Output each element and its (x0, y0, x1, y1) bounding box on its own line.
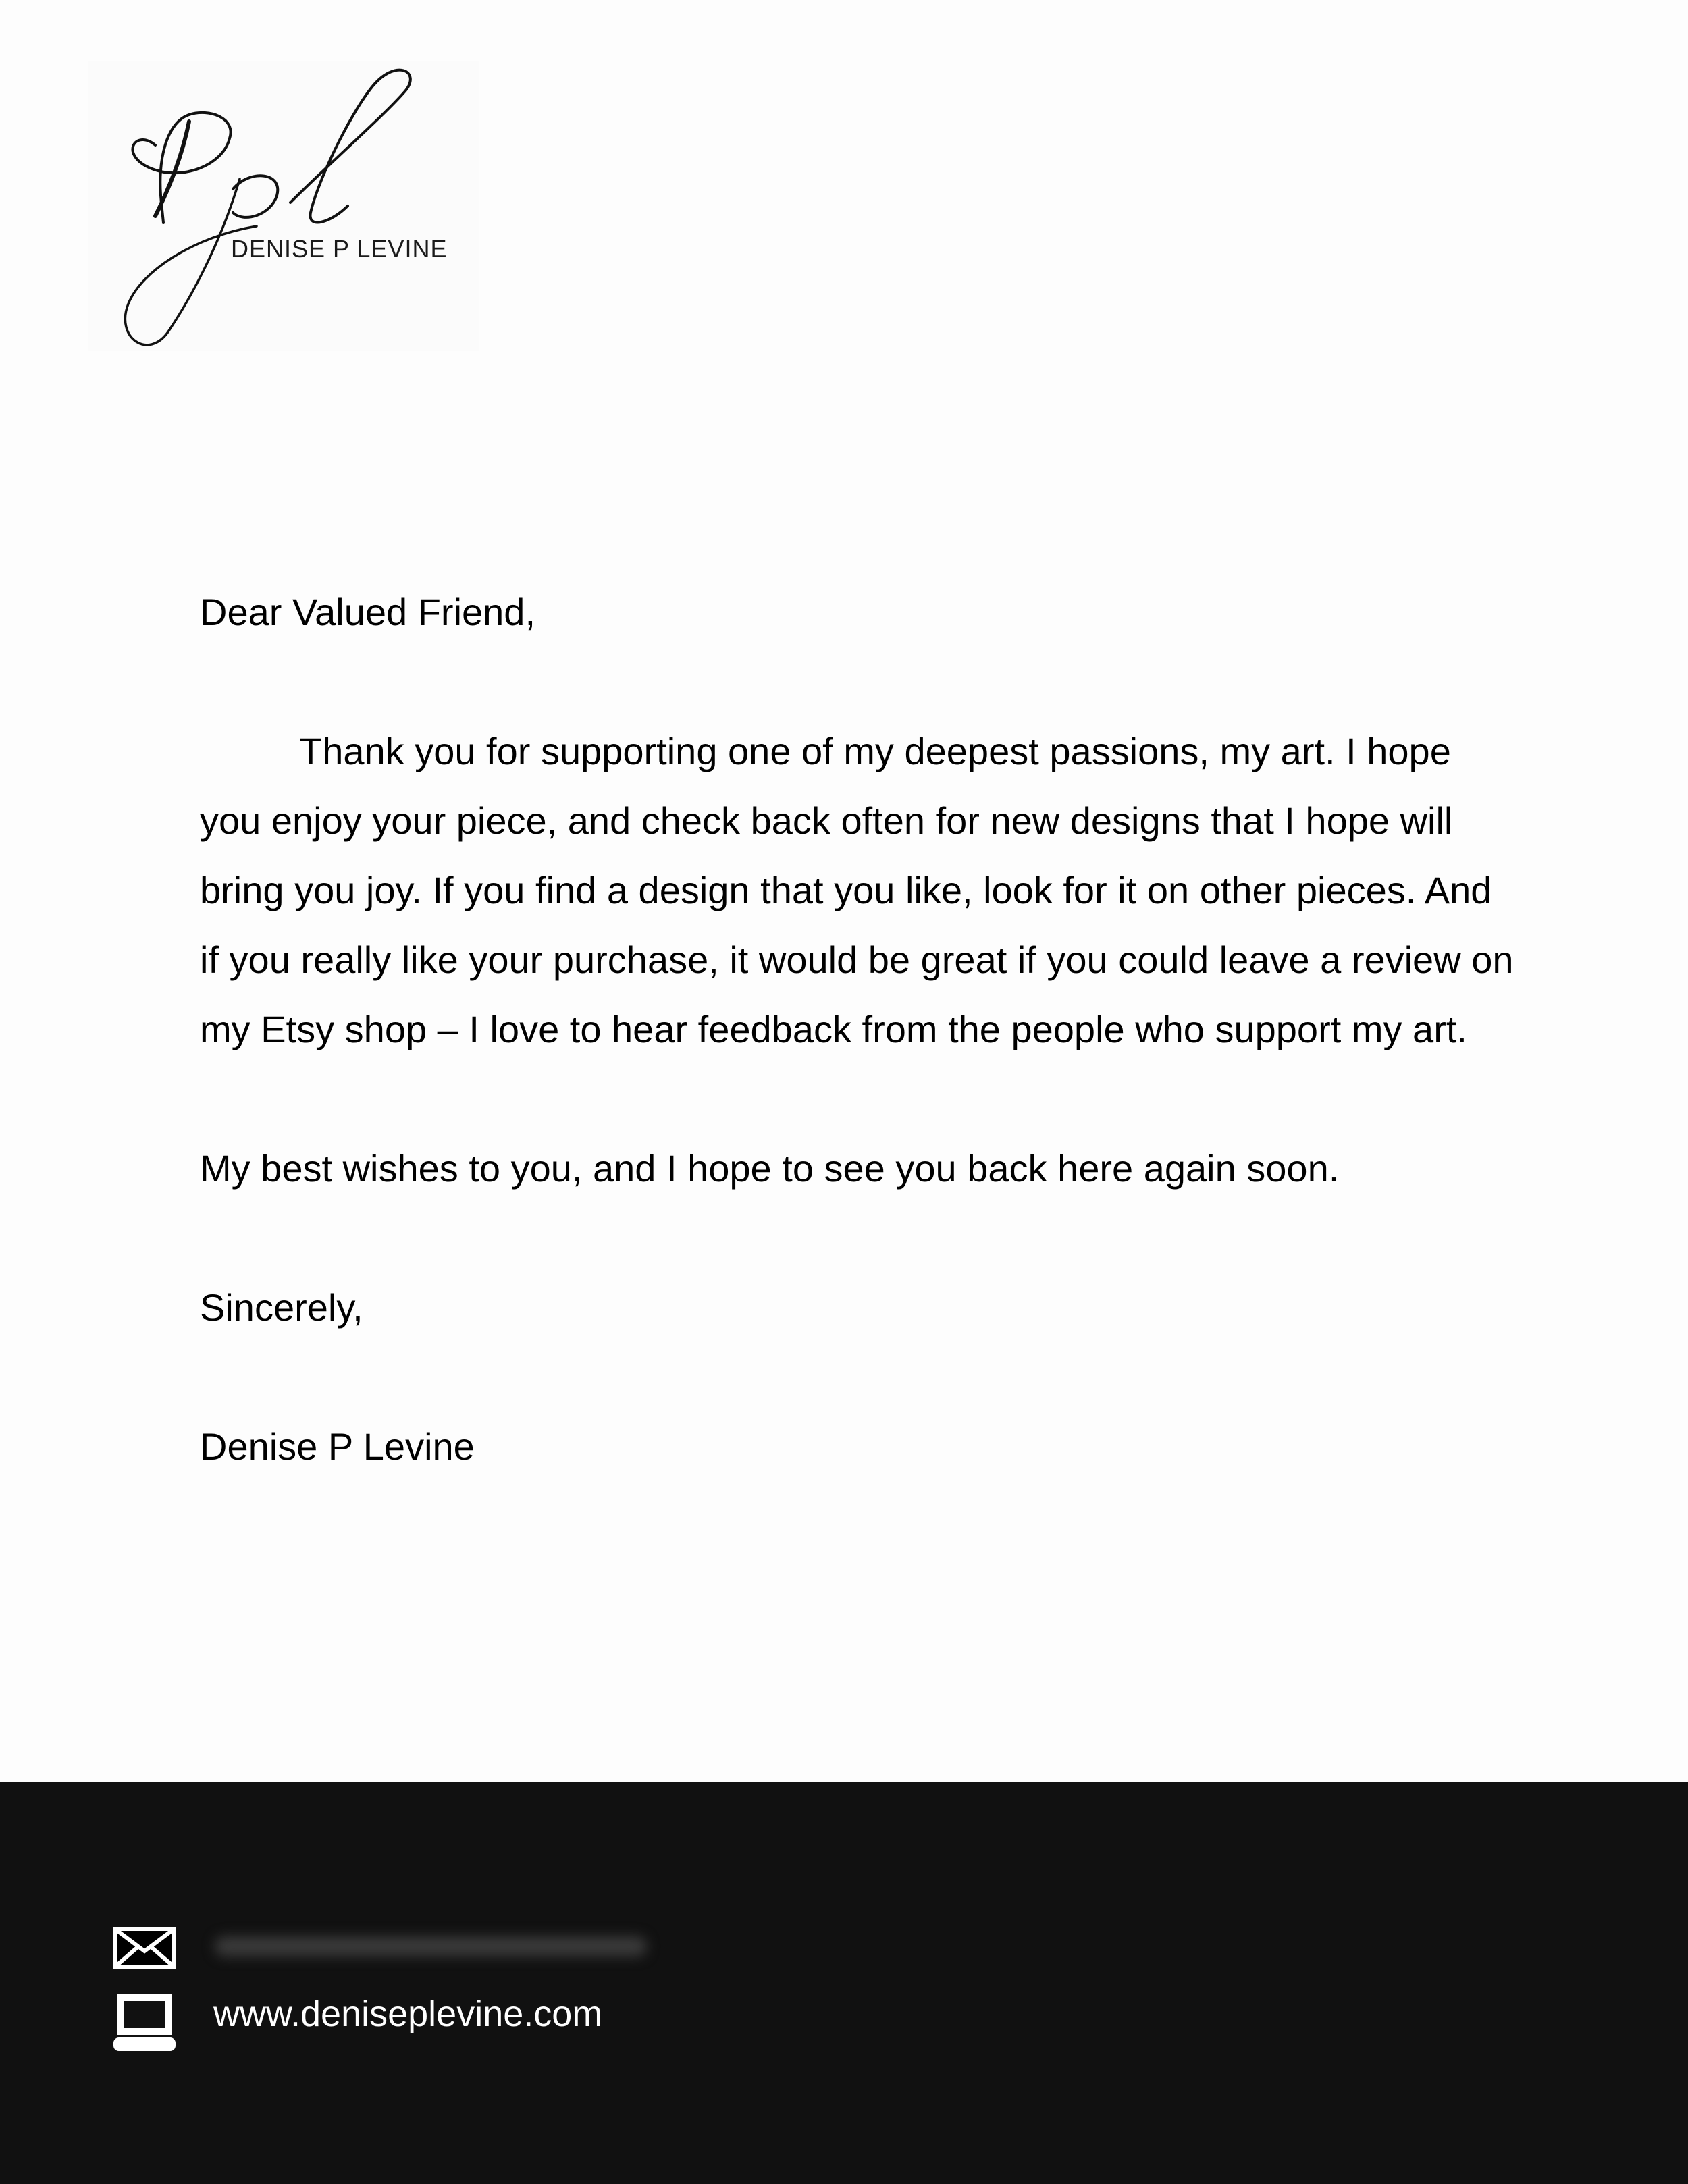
logo-name: DENISE P LEVINE (231, 235, 448, 263)
website-row (113, 1992, 176, 2054)
letter-body (200, 577, 1516, 1481)
envelope-icon (113, 1923, 176, 1985)
signature: Denise P Levine (200, 1425, 475, 1468)
footer (0, 1782, 1688, 2184)
laptop-icon (113, 1992, 176, 2054)
body-paragraph: Thank you for supporting one of my deepest passions, my art. I hope you enjoy your piece, and check back often for new designs that I hope will bring you joy. If you find a design that you like, look for it on other pieces. And if you really like your purchase, it would be great if you could leave a review on my Etsy shop – I love to hear feedback from the people who support my art. (200, 730, 1514, 1050)
website-link[interactable]: www.deniseplevine.com (213, 1994, 603, 2034)
email-address-redacted (215, 1936, 647, 1956)
email-row (113, 1923, 176, 1985)
monogram-signature (88, 61, 479, 351)
closing: Sincerely, (200, 1286, 363, 1329)
salutation: Dear Valued Friend, (200, 591, 535, 633)
logo (88, 61, 479, 351)
closing-wishes: My best wishes to you, and I hope to see you back here again soon. (200, 1147, 1340, 1190)
